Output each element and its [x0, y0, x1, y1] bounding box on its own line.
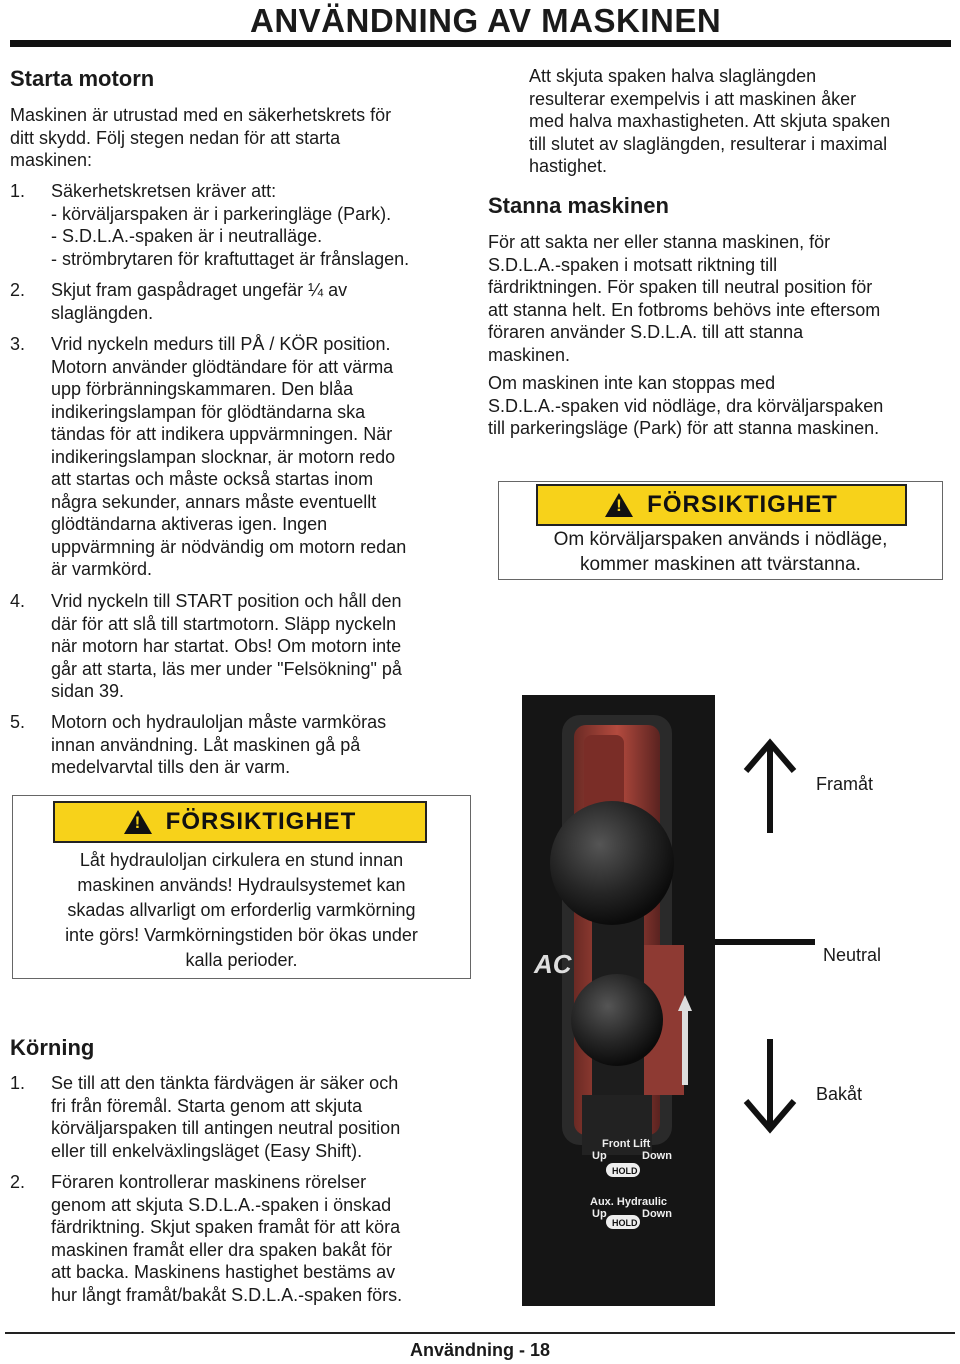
joystick-photo [522, 695, 715, 1306]
caution-box-right [498, 481, 943, 580]
header-rule [10, 40, 951, 47]
step-number: 2. [10, 1172, 26, 1192]
caution-label: FÖRSIKTIGHET [165, 808, 357, 835]
step-number: 3. [10, 334, 26, 354]
panel-label-up: Up [592, 1150, 607, 1162]
step-number: 1. [10, 181, 26, 201]
caution-box-left [12, 795, 471, 979]
panel-hold-label: HOLD [612, 1166, 638, 1176]
step-number: 1. [10, 1073, 26, 1093]
stop-paragraph-2: Om maskinen inte kan stoppas med S.D.L.A.-spaken vid nödläge, dra körväljarspaken till parkeringsläge (Park) för att stanna maskinen. [488, 373, 884, 438]
warning-triangle-icon [124, 810, 152, 834]
caution-label: FÖRSIKTIGHET [647, 491, 838, 518]
panel-label-up: Up [592, 1208, 607, 1220]
joystick-illustration [522, 695, 715, 1306]
caution-text: Om körväljarspaken används i nödläge, kommer maskinen att tvärstanna. [553, 529, 888, 575]
section-heading-driving: Körning [10, 1035, 95, 1060]
step-text: Vrid nyckeln till START position och håll den där för att slå till startmotorn. Släpp nyckeln när motorn har startat. Obs! Om motorn inte går att starta, läs mer under "Felsökning" på sidan 39. [51, 591, 402, 701]
step-text: Skjut fram gaspådraget ungefär ¼ av slaglängden. [51, 280, 348, 323]
label-forward: Framåt [816, 774, 874, 794]
step-number: 5. [10, 712, 26, 732]
panel-label-down: Down [642, 1150, 672, 1162]
footer-rule [5, 1332, 955, 1334]
stop-paragraph-1: För att sakta ner eller stanna maskinen, för S.D.L.A.-spaken i motsatt riktning till färdriktningen. För spaken till neutral position för att stanna helt. En fotbroms behövs inte eftersom föraren använder S.D.L.A. till att stanna maskinen. [488, 232, 881, 365]
step-text: Föraren kontrollerar maskinens rörelser genom att skjuta S.D.L.A.-spaken i önskad färdriktning. Skjut spaken framåt för att köra maskinen framåt eller dra spaken bakåt för att backa. Maskinens hastighet bestäms av hur långt framåt/bakåt S.D.L.A.-spaken förs. [51, 1172, 403, 1305]
brand-fragment: AC [534, 949, 572, 979]
step-text: Se till att den tänkta färdvägen är säker och fri från föremål. Starta genom att skjuta körväljarspaken till antingen neutral position eller till enkelväxlingsläget (Easy Shift). [51, 1073, 401, 1161]
caution-banner [536, 484, 907, 526]
panel-hold-label: HOLD [612, 1218, 638, 1228]
section-heading-start: Starta motorn [10, 66, 155, 91]
neutral-line [715, 939, 815, 945]
step-number: 4. [10, 591, 26, 611]
panel-label-front-lift: Front Lift [602, 1138, 651, 1150]
step-text: Säkerhetskretsen kräver att: - körväljarspaken är i parkeringläge (Park). - S.D.L.A.-spaken är i neutralläge. - strömbrytaren för kraftuttaget är frånslagen. [51, 181, 410, 269]
forward-arrow-icon [740, 735, 800, 835]
caution-banner [53, 801, 427, 843]
panel-label-down: Down [642, 1208, 672, 1220]
label-neutral: Neutral [823, 945, 882, 965]
label-reverse: Bakåt [816, 1084, 863, 1104]
page-footer: Användning - 18 [409, 1340, 550, 1360]
page-header-title: ANVÄNDNING AV MASKINEN [250, 2, 722, 39]
panel-label-aux-hydraulic: Aux. Hydraulic [590, 1196, 668, 1208]
section-heading-stop: Stanna maskinen [488, 193, 669, 218]
warning-triangle-icon [605, 493, 633, 517]
speed-intro: Att skjuta spaken halva slaglängden resulterar exempelvis i att maskinen åker med halva maxhastigheten. Att skjuta spaken till slutet av slaglängden, resulterar i maximal hastighet. [529, 66, 891, 176]
caution-text: Låt hydrauloljan cirkulera en stund innan maskinen används! Hydraulsystemet kan skadas allvarligt om erforderlig varmkörning inte görs! Varmkörningstiden bör ökas under kalla perioder. [65, 850, 418, 970]
step-text: Motorn och hydrauloljan måste varmköras innan användning. Låt maskinen gå på medelvarvtal tills den är varm. [51, 712, 387, 777]
reverse-arrow-icon [740, 1037, 800, 1137]
start-intro: Maskinen är utrustad med en säkerhetskrets för ditt skydd. Följ stegen nedan för att starta maskinen: [10, 105, 392, 170]
step-text: Vrid nyckeln medurs till PÅ / KÖR position. Motorn använder glödtändare för att värma upp förbränningskammaren. Den blåa indikeringslampan för glödtändarna ska tändas för att indikera uppvärmningen. När indikeringslampan slocknar, är motorn redo att startas och måste också startas inom några sekunder, annars måste eventuellt glödtändarna aktiveras igen. Ingen uppvärmning är nödvändig om motorn redan är varmkörd. [51, 334, 407, 579]
step-number: 2. [10, 280, 26, 300]
